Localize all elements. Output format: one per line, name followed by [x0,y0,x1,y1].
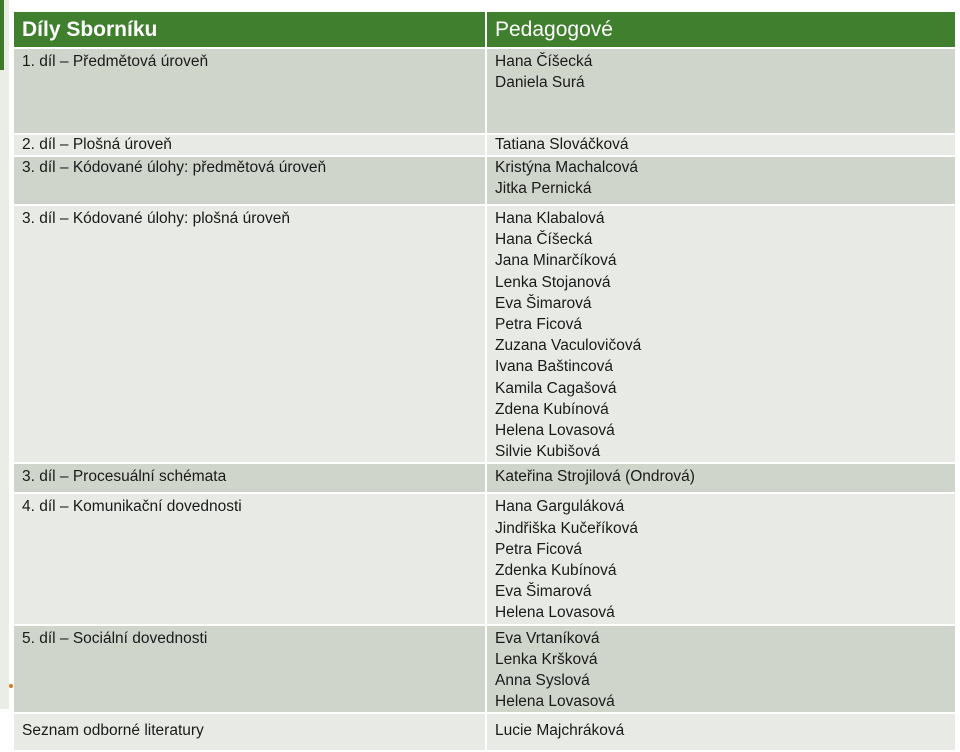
teacher-name: Hana Garguláková [495,498,625,516]
header-parts: Díly Sborníku [14,12,486,48]
teacher-name: Jindřiška Kučeříková [495,519,639,537]
teacher-name: Petra Ficová [495,316,583,334]
teacher-name: Kateřina Strojilová (Ondrová) [495,468,695,486]
teacher-name: Jitka Pernická [495,180,592,198]
teacher-name: Hana Číšecká [495,231,593,249]
table-row [14,134,956,156]
table-row [14,625,956,714]
teacher-name: Daniela Surá [495,74,585,92]
part-cell: 1. díl – Předmětová úroveň [14,48,486,134]
sbornik-table [14,12,957,752]
teachers-cell [486,205,956,463]
header-teachers: Pedagogové [486,12,956,48]
teacher-name: Anna Syslová [495,672,590,690]
teacher-name: Ivana Baštincová [495,358,614,376]
teacher-name: Eva Šimarová [495,294,592,312]
teachers-cell [486,134,956,156]
part-cell: 3. díl – Procesuální schémata [14,463,486,493]
teacher-name: Hana Číšecká [495,53,593,70]
part-cell: 4. díl – Komunikační dovednosti [14,493,486,624]
teacher-name: Eva Vrtaníková [495,629,600,647]
teacher-name: Petra Ficová [495,540,583,558]
table-header-row [14,12,956,48]
teacher-name: Helena Lovasová [495,693,615,711]
part-cell: Seznam odborné literatury [14,713,486,751]
teacher-name: Helena Lovasová [495,422,615,440]
teacher-name: Jana Minarčíková [495,252,617,270]
teacher-name: Zdena Kubínová [495,400,609,418]
table-row [14,205,956,463]
table-row [14,463,956,493]
teacher-name: Lucie Majchráková [495,722,625,740]
teacher-name: Kristýna Machalcová [495,159,639,176]
teachers-cell [486,48,956,134]
bullet-dot [9,684,13,688]
part-cell: 2. díl – Plošná úroveň [14,134,486,156]
teachers-cell [486,156,956,205]
accent-bar [0,0,4,70]
teacher-name: Zdenka Kubínová [495,562,617,580]
part-cell: 3. díl – Kódované úlohy: předmětová úroveň [14,156,486,205]
teacher-name: Tatiana Slováčková [495,136,629,153]
teacher-name: Lenka Kršková [495,650,598,668]
teacher-name: Lenka Stojanová [495,273,611,291]
teacher-name: Eva Šimarová [495,583,592,601]
teachers-cell [486,713,956,751]
left-decoration-strip [0,0,9,709]
teachers-cell [486,625,956,714]
teachers-cell [486,463,956,493]
teachers-cell [486,493,956,624]
teacher-name: Silvie Kubišová [495,443,601,461]
table-row [14,493,956,624]
teacher-name: Kamila Cagašová [495,379,617,397]
teacher-name: Helena Lovasová [495,604,615,622]
part-cell: 5. díl – Sociální dovednosti [14,625,486,714]
table-row [14,156,956,205]
teacher-name: Zuzana Vaculovičová [495,337,642,355]
part-cell: 3. díl – Kódované úlohy: plošná úroveň [14,205,486,463]
table-row [14,713,956,751]
teacher-name: Hana Klabalová [495,210,605,227]
table-row [14,48,956,134]
